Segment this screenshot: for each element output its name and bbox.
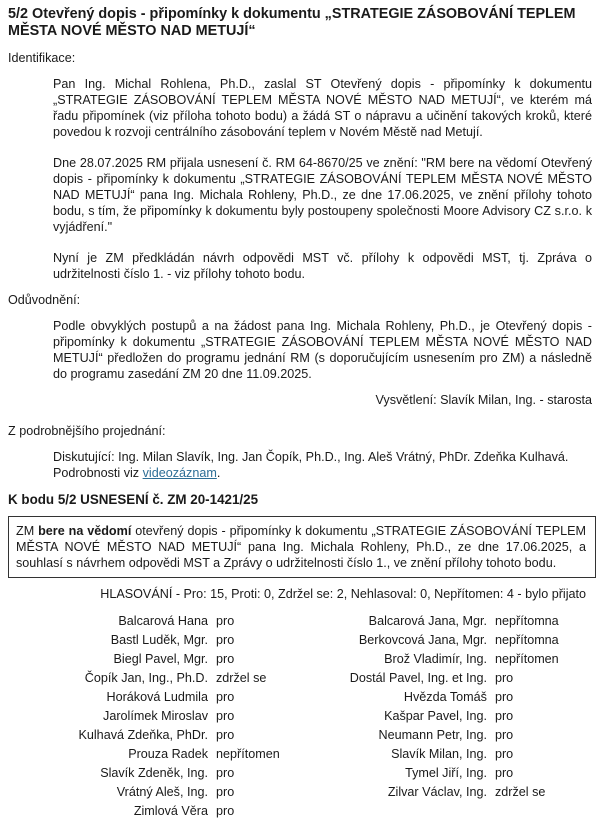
voter-vote: pro	[216, 766, 235, 780]
votes-left-column	[8, 613, 307, 819]
voter-vote: nepřítomna	[494, 633, 559, 647]
explained-by: Vysvětlení: Slavík Milan, Ing. - starosta	[375, 393, 592, 407]
voter-vote: pro	[216, 690, 235, 704]
votes-right-column	[307, 613, 596, 819]
voter-name: Vrátný Aleš, Ing.	[116, 785, 208, 799]
voter-name: Jarolímek Miroslav	[103, 709, 208, 723]
votes-table	[8, 613, 596, 819]
voter-name: Dostál Pavel, Ing. et Ing.	[349, 671, 487, 685]
voter-vote: pro	[216, 652, 235, 666]
voter-vote: pro	[216, 614, 235, 628]
voter-name: Biegl Pavel, Mgr.	[113, 652, 208, 666]
voter-vote: pro	[494, 709, 514, 723]
justification-label: Odůvodnění:	[8, 293, 81, 307]
voter-vote: pro	[494, 728, 514, 742]
voter-name: Hvězda Tomáš	[403, 690, 487, 704]
voter-name: Balcarová Hana	[118, 614, 208, 628]
discussion-text: Diskutující: Ing. Milan Slavík, Ing. Jan Čopík, Ph.D., Ing. Aleš Vrátný, PhDr. Zdeňka Kulhavá. Podrobnosti viz	[53, 450, 569, 480]
voter-vote: pro	[494, 766, 514, 780]
voter-vote: zdržel se	[494, 785, 546, 799]
voter-name: Slavík Milan, Ing.	[391, 747, 487, 761]
voting-summary: HLASOVÁNÍ - Pro: 15, Proti: 0, Zdržel se: 2, Nehlasoval: 0, Nepřítomen: 4 - bylo přijato	[100, 587, 586, 601]
video-record-link[interactable]: videozáznam	[142, 466, 217, 480]
voter-name: Brož Vladimír, Ing.	[384, 652, 487, 666]
resolution-bold: bere na vědomí	[38, 524, 132, 538]
voter-vote: pro	[216, 709, 235, 723]
justification-paragraph: Podle obvyklých postupů a na žádost pana Ing. Michala Rohleny, Ph.D., je Otevřený dopis - připomínky k dokumentu „STRATEGIE ZÁSOBOVÁNÍ TEPLEM MĚSTA NOVÉ MĚSTO NAD METUJÍ“ předložen do programu jednání RM (s doporučujícím usnesením pro ZM) a následně do programu zasedání ZM 20 dne 11.09.2025.	[53, 319, 592, 381]
voter-vote: zdržel se	[216, 671, 267, 685]
voter-name: Zimlová Věra	[133, 804, 208, 818]
voter-vote: pro	[494, 671, 514, 685]
voter-name: Slavík Zdeněk, Ing.	[100, 766, 208, 780]
voter-name: Prouza Radek	[128, 747, 208, 761]
voter-name: Čopík Jan, Ing., Ph.D.	[84, 671, 208, 685]
discussion-after-link: .	[216, 466, 221, 480]
agenda-item-title: 5/2 Otevřený dopis - připomínky k dokumentu „STRATEGIE ZÁSOBOVÁNÍ TEPLEM MĚSTA NOVÉ MĚSTO NAD METUJÍ“	[8, 6, 576, 39]
voter-name: Horáková Ludmila	[106, 690, 208, 704]
identification-label: Identifikace:	[8, 51, 76, 65]
voter-name: Tymel Jiří, Ing.	[405, 766, 487, 780]
discussion-label: Z podrobnějšího projednání:	[8, 424, 166, 438]
voter-vote: nepřítomen	[494, 652, 559, 666]
voter-name: Balcarová Jana, Mgr.	[368, 614, 487, 628]
voter-vote: nepřítomna	[494, 614, 559, 628]
voter-name: Kašpar Pavel, Ing.	[384, 709, 487, 723]
voter-vote: pro	[216, 633, 235, 647]
identification-paragraph-1: Pan Ing. Michal Rohlena, Ph.D., zaslal ST Otevřený dopis - připomínky k dokumentu „STRATEGIE ZÁSOBOVÁNÍ TEPLEM MĚSTA NOVÉ MĚSTO NAD METUJÍ“, ve kterém má řadu připomínek (viz příloha tohoto bodu) a žádá ST o nápravu a učinění takových kroků, které povedou k rozvoji centrálního zásobování teplem v Novém Městě nad Metují.	[53, 77, 592, 139]
resolution-heading: K bodu 5/2 USNESENÍ č. ZM 20-1421/25	[8, 492, 259, 507]
resolution-box	[8, 516, 596, 578]
voter-name: Zilvar Václav, Ing.	[387, 785, 487, 799]
identification-paragraph-2: Dne 28.07.2025 RM přijala usnesení č. RM 64-8670/25 ve znění: "RM bere na vědomí Otevřený dopis - připomínky k dokumentu „STRATEGIE ZÁSOBOVÁNÍ TEPLEM MĚSTA NOVÉ MĚSTO NAD METUJÍ“ pana Ing. Michala Rohleny, Ph.D., ze dne 17.06.2025, ve znění přílohy tohoto bodu, s tím, že připomínky k dokumentu byly postoupeny společnosti Moore Advisory CZ s.r.o. k vyjádření."	[53, 156, 592, 234]
discussion-paragraph	[53, 449, 592, 481]
voter-name: Bastl Luděk, Mgr.	[110, 633, 208, 647]
voter-vote: pro	[216, 728, 235, 742]
resolution-prefix: ZM	[16, 524, 39, 538]
voter-vote: pro	[494, 690, 514, 704]
voter-name: Berkovcová Jana, Mgr.	[358, 633, 487, 647]
resolution-text: otevřený dopis - připomínky k dokumentu „STRATEGIE ZÁSOBOVÁNÍ TEPLEM MĚSTA NOVÉ MĚSTO NAD METUJÍ“ pana Ing. Michala Rohleny, Ph.D., ze dne 17.06.2025, a souhlasí s návrhem odpovědi MST a Zprávy o udržitelnosti číslo 1., ve znění přílohy tohoto bodu.	[16, 524, 587, 570]
voter-vote: pro	[494, 747, 514, 761]
voter-vote: pro	[216, 804, 235, 818]
voter-vote: nepřítomen	[216, 747, 280, 761]
voter-name: Kulhavá Zdeňka, PhDr.	[78, 728, 208, 742]
identification-paragraph-3: Nyní je ZM předkládán návrh odpovědi MST vč. přílohy k odpovědi MST, tj. Zpráva o udržitelnosti číslo 1. - viz přílohy tohoto bodu.	[53, 251, 592, 281]
voter-vote: pro	[216, 785, 235, 799]
voter-name: Neumann Petr, Ing.	[378, 728, 487, 742]
